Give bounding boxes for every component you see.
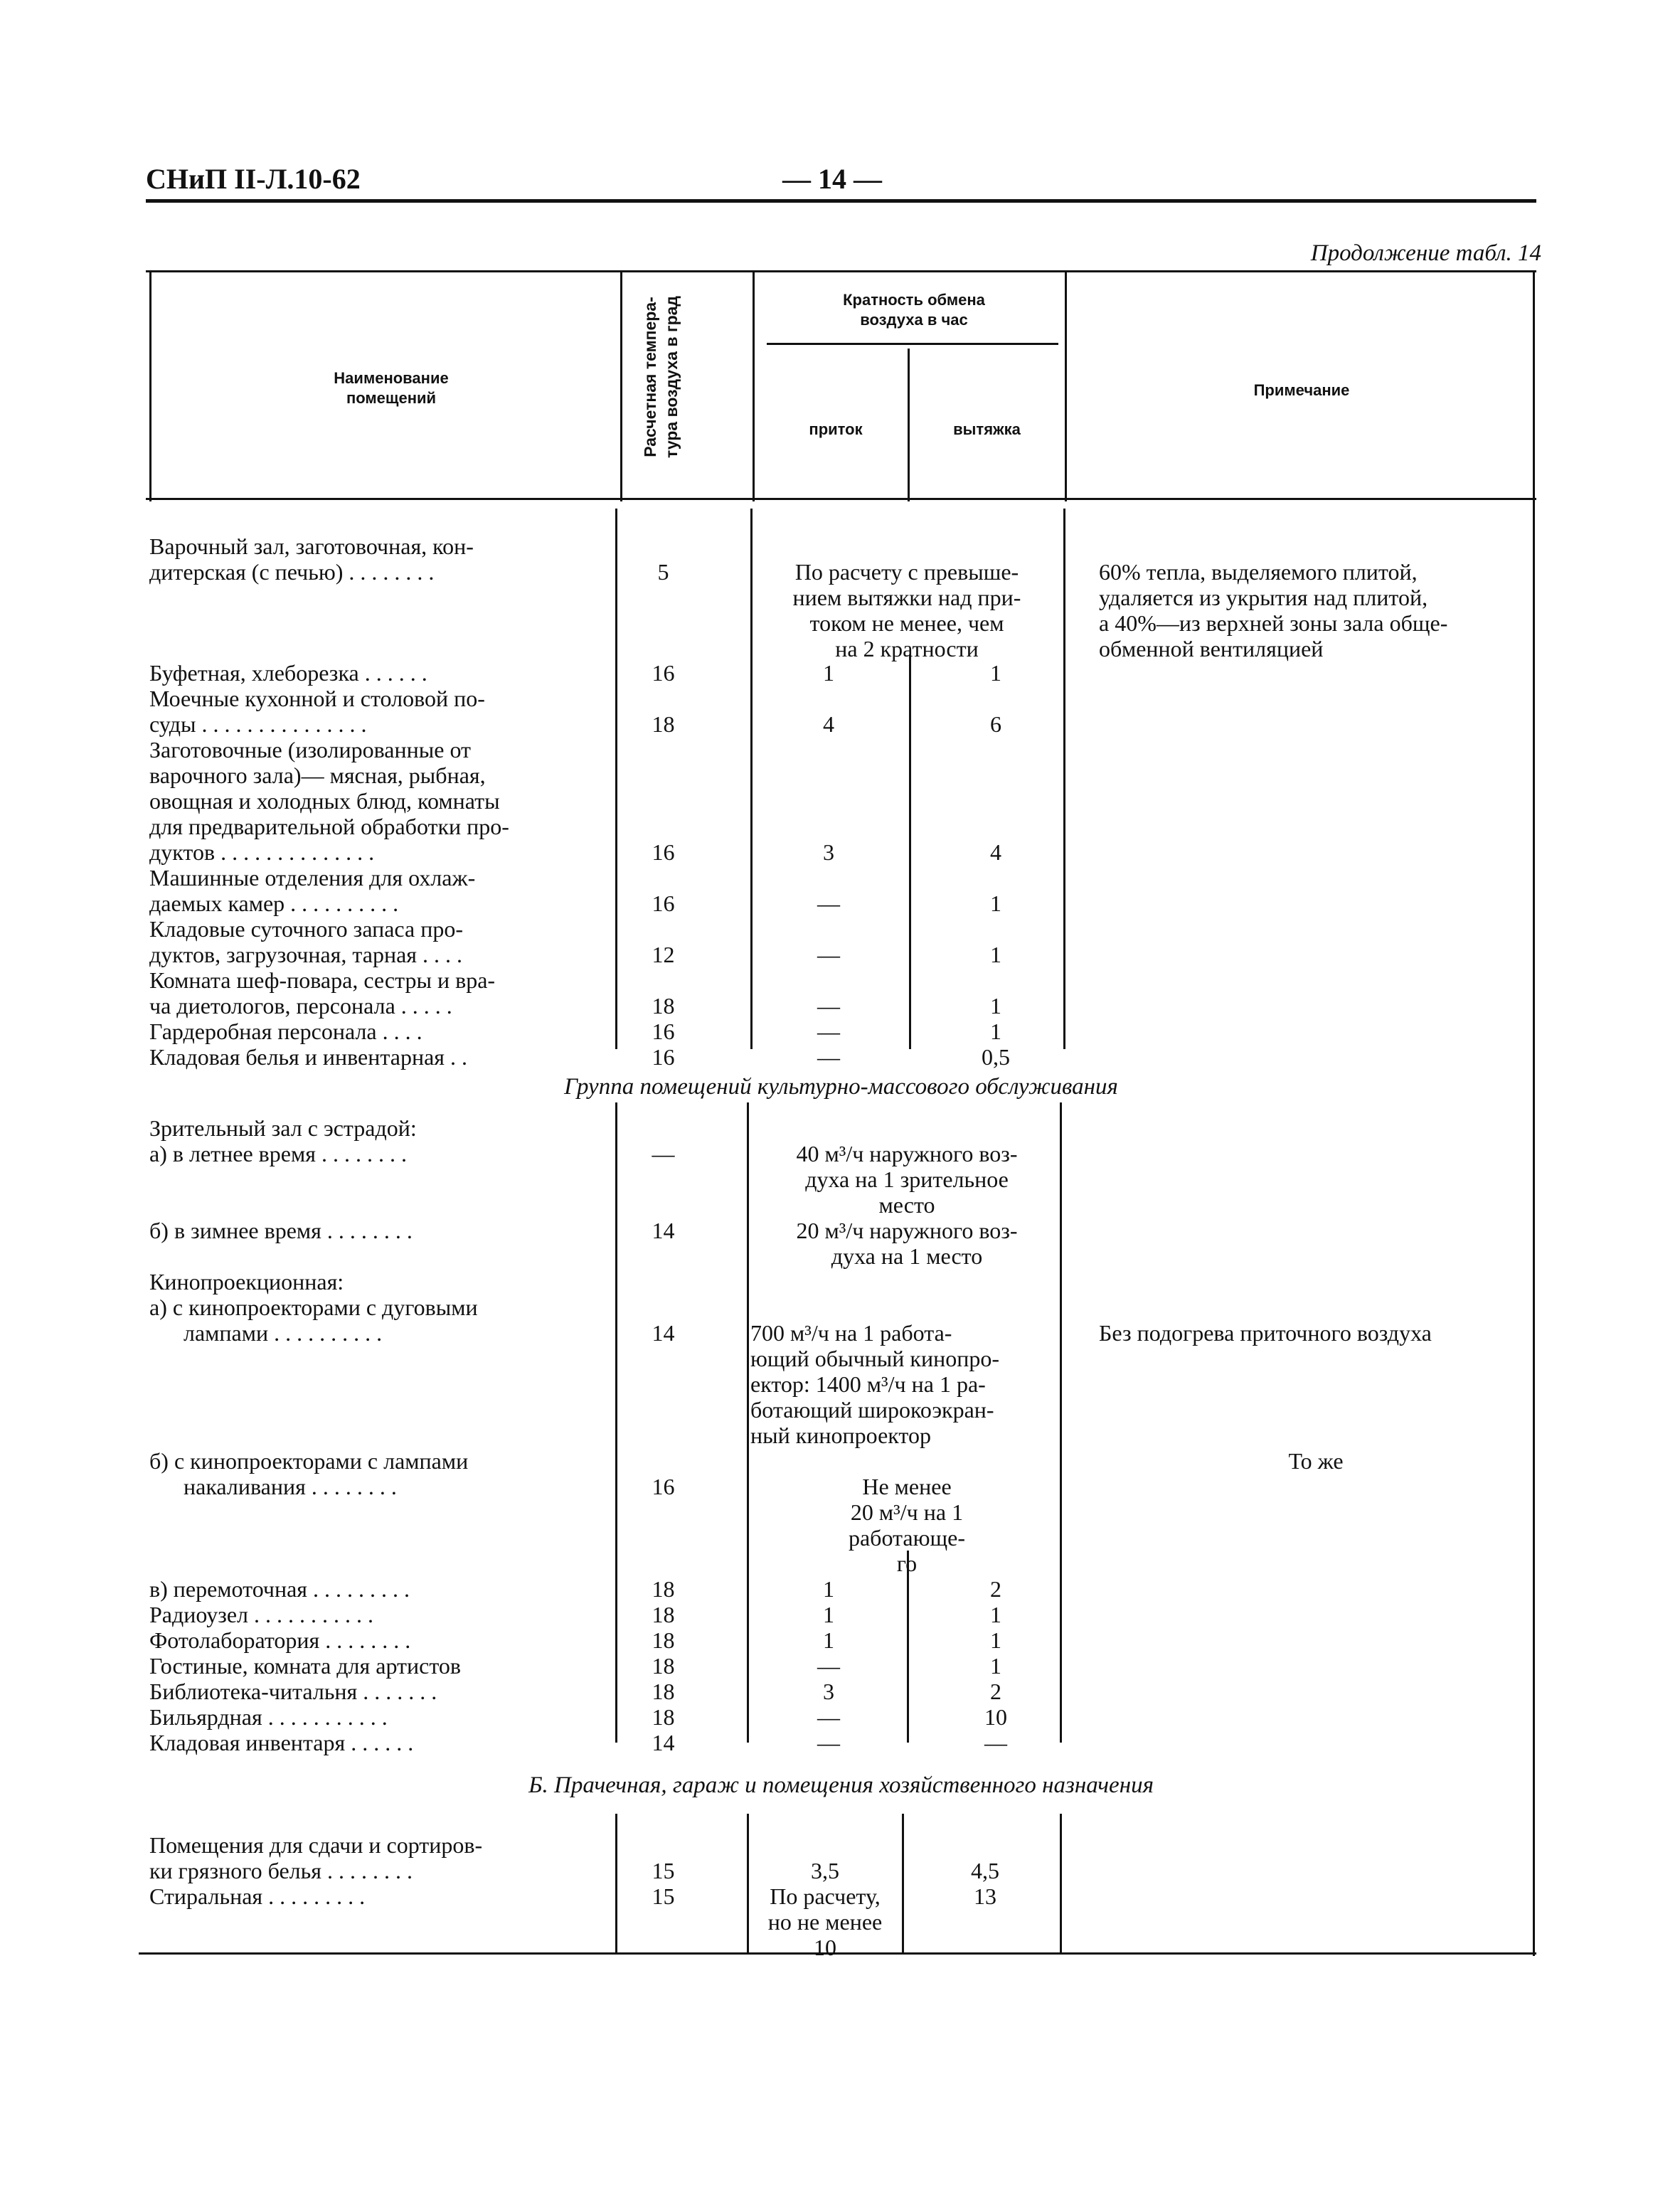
header-air-exchange: Кратность обмена воздуха в час	[843, 291, 985, 329]
row-outflow: 10	[984, 1704, 1007, 1730]
row-temp: 16	[652, 1044, 675, 1070]
row-temp: 18	[652, 711, 675, 737]
row-name: Гардеробная персонала . . . .	[149, 1019, 422, 1044]
col-sep-inflow-b1	[909, 654, 911, 1049]
row-inflow: —	[817, 1653, 840, 1679]
row-name: Кладовая белья и инвентарная . .	[149, 1044, 467, 1070]
row-temp: 16	[652, 660, 675, 686]
header-inflow: приток	[809, 420, 863, 438]
col-sep-name-header	[620, 270, 622, 501]
col-sep-exch-b1	[1063, 509, 1065, 1049]
row-temp: 12	[652, 942, 675, 967]
row-inflow: 1	[823, 660, 834, 686]
row-temp: 18	[652, 1653, 675, 1679]
col-sep-temp-b2	[747, 1102, 749, 1743]
row-note: То же	[1288, 1448, 1344, 1474]
row-name: Кинопроекционная: а) с кинопроекторами с дуговыми лампами . . . . . . . . . .	[149, 1269, 478, 1346]
row-inflow: —	[817, 1704, 840, 1730]
row-outflow: 1	[990, 1602, 1001, 1627]
row-temp: 15	[652, 1858, 675, 1883]
row-name: б) в зимнее время . . . . . . . .	[149, 1218, 413, 1243]
row-name: Буфетная, хлеборезка . . . . . .	[149, 660, 427, 686]
document-code: СНиП II-Л.10-62	[146, 163, 361, 195]
row-inflow: —	[817, 1044, 840, 1070]
row-inflow: 3	[823, 1679, 834, 1704]
row-outflow: 1	[990, 942, 1001, 967]
row-temp: 18	[652, 1704, 675, 1730]
row-outflow: 0,5	[982, 1044, 1010, 1070]
right-border	[1533, 270, 1535, 1956]
exchange-subheader-rule	[767, 343, 1058, 345]
row-note: Без подогрева приточного воздуха	[1099, 1320, 1432, 1346]
header-design-temperature: Расчетная темпера- тура воздуха в град	[641, 295, 681, 459]
row-inflow: —	[817, 891, 840, 916]
row-name: Гостиные, комната для артистов	[149, 1653, 461, 1679]
row-name: Зрительный зал с эстрадой: а) в летнее время . . . . . . . .	[149, 1115, 417, 1166]
col-sep-name-b1	[615, 509, 617, 1049]
row-inflow: 1	[823, 1576, 834, 1602]
row-inflow: —	[817, 993, 840, 1019]
header-note: Примечание	[1253, 381, 1350, 399]
row-inflow: —	[817, 1730, 840, 1755]
col-sep-temp-header	[753, 270, 755, 501]
row-outflow: 6	[990, 711, 1001, 737]
row-inflow: 3	[823, 839, 834, 865]
row-temp: 18	[652, 1576, 675, 1602]
row-outflow: 1	[990, 993, 1001, 1019]
row-inflow: 1	[823, 1602, 834, 1627]
row-outflow: 1	[990, 1627, 1001, 1653]
row-temp: 16	[652, 1474, 675, 1499]
row-inflow: —	[817, 942, 840, 967]
row-name: Варочный зал, заготовочная, кон- дитерская (с печью) . . . . . . . .	[149, 533, 474, 585]
row-exchange-span: По расчету с превыше- нием вытяжки над при- током не менее, чем на 2 кратности	[792, 559, 1021, 661]
col-sep-name-b2	[615, 1102, 617, 1743]
row-name: Помещения для сдачи и сортиров- ки грязного белья . . . . . . . .	[149, 1832, 483, 1883]
row-temp: 5	[657, 559, 669, 585]
row-name: Машинные отделения для охлаж- даемых камер . . . . . . . . . .	[149, 865, 476, 916]
row-temp: 14	[652, 1218, 675, 1243]
row-temp: —	[652, 1141, 675, 1166]
table-top-border	[146, 270, 1536, 272]
row-name: Радиоузел . . . . . . . . . . .	[149, 1602, 373, 1627]
row-name: Комната шеф-повара, сестры и вра- ча диетологов, персонала . . . . .	[149, 967, 496, 1019]
row-name: Кладовые суточного запаса про- дуктов, загрузочная, тарная . . . .	[149, 916, 463, 967]
row-outflow: 2	[990, 1576, 1001, 1602]
row-exchange-span: 20 м³/ч наружного воз- духа на 1 место	[796, 1218, 1018, 1269]
group-heading: Группа помещений культурно-массового обслуживания	[564, 1074, 1118, 1100]
row-outflow: 4,5	[971, 1858, 999, 1883]
row-name: Бильярдная . . . . . . . . . . .	[149, 1704, 388, 1730]
row-temp: 15	[652, 1883, 675, 1909]
col-sep-inflow-header	[908, 349, 910, 501]
header-rule	[146, 199, 1536, 203]
row-inflow: 3,5	[811, 1858, 839, 1883]
row-exchange-span: 700 м³/ч на 1 работа- ющий обычный кинопро- ектор: 1400 м³/ч на 1 ра- ботающий широкоэкран- ный кинопроектор	[750, 1320, 999, 1448]
row-name: Библиотека-читальня . . . . . . .	[149, 1679, 437, 1704]
row-name: Моечные кухонной и столовой по- суды . . . . . . . . . . . . . . .	[149, 686, 485, 737]
header-bottom-border	[146, 498, 1536, 500]
row-name: Фотолаборатория . . . . . . . .	[149, 1627, 411, 1653]
row-note: 60% тепла, выделяемого плитой, удаляется из укрытия над плитой, а 40%—из верхней зоны зала обще- обменной вентиляцией	[1099, 559, 1448, 661]
row-temp: 16	[652, 891, 675, 916]
col-sep-inflow-b3	[902, 1814, 904, 1952]
table-continuation: Продолжение табл. 14	[1310, 240, 1541, 266]
row-temp: 18	[652, 993, 675, 1019]
row-outflow: —	[984, 1730, 1007, 1755]
row-name: Заготовочные (изолированные от варочного зала)— мясная, рыбная, овощная и холодных блюд, комнаты для предварительной обработки про- дуктов . . . . . . . . . . . . . .	[149, 737, 509, 865]
row-inflow: 4	[823, 711, 834, 737]
row-temp: 16	[652, 839, 675, 865]
row-name: Стиральная . . . . . . . . .	[149, 1883, 366, 1909]
row-name: б) с кинопроекторами с лампами накаливания . . . . . . . .	[149, 1448, 469, 1499]
left-border	[149, 270, 151, 501]
col-sep-inflow-b2	[907, 1551, 909, 1743]
row-temp: 18	[652, 1679, 675, 1704]
row-inflow: 1	[823, 1627, 834, 1653]
row-temp: 18	[652, 1602, 675, 1627]
row-outflow: 2	[990, 1679, 1001, 1704]
row-outflow: 1	[990, 891, 1001, 916]
row-temp: 18	[652, 1627, 675, 1653]
row-exchange-span: Не менее 20 м³/ч на 1 работающе- го	[848, 1474, 966, 1576]
row-name: в) перемоточная . . . . . . . . .	[149, 1576, 410, 1602]
page-number: — 14 —	[782, 163, 882, 195]
col-sep-name-b3	[615, 1814, 617, 1952]
col-sep-exch-header	[1065, 270, 1067, 501]
row-inflow: По расчету, но не менее 10	[767, 1883, 883, 1960]
row-outflow: 1	[990, 660, 1001, 686]
row-name: Кладовая инвентаря . . . . . .	[149, 1730, 414, 1755]
row-outflow: 1	[990, 1653, 1001, 1679]
group-heading: Б. Прачечная, гараж и помещения хозяйственного назначения	[528, 1772, 1154, 1798]
row-exchange-span: 40 м³/ч наружного воз- духа на 1 зрительное место	[796, 1141, 1018, 1218]
header-outflow: вытяжка	[953, 420, 1021, 438]
row-temp: 14	[652, 1320, 675, 1346]
row-outflow: 1	[990, 1019, 1001, 1044]
row-outflow: 4	[990, 839, 1001, 865]
row-outflow: 13	[974, 1883, 996, 1909]
row-temp: 14	[652, 1730, 675, 1755]
col-sep-temp-b3	[747, 1814, 749, 1952]
row-inflow: —	[817, 1019, 840, 1044]
header-room-name: Наименование помещений	[334, 369, 449, 407]
row-temp: 16	[652, 1019, 675, 1044]
